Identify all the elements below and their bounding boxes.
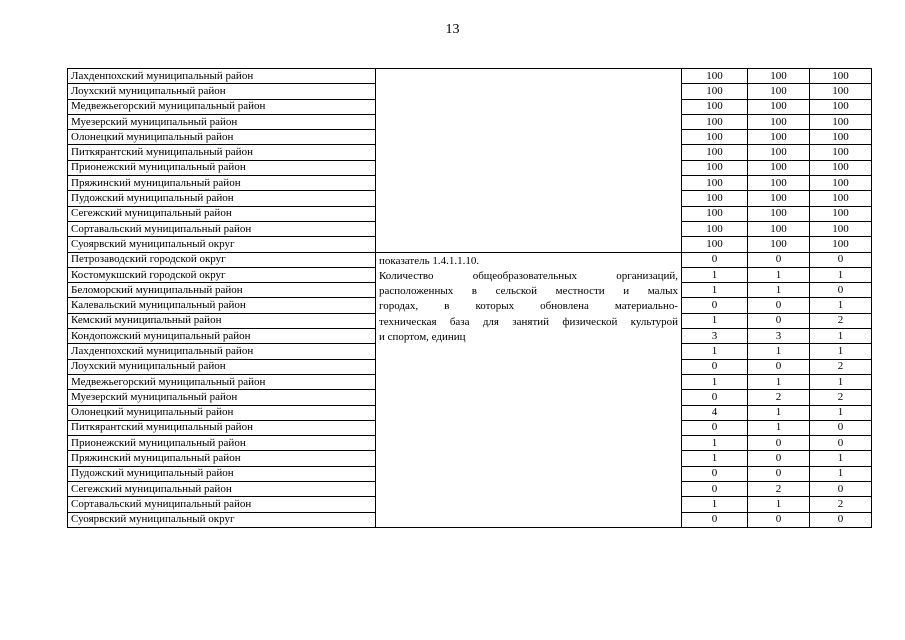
value-cell-3: 100 (810, 191, 872, 206)
value-cell-3: 1 (810, 267, 872, 282)
value-cell-2: 100 (748, 160, 810, 175)
value-cell-2: 2 (748, 390, 810, 405)
municipality-name: Олонецкий муниципальный район (68, 405, 376, 420)
municipality-name: Питкярантский муниципальный район (68, 145, 376, 160)
municipality-name: Калевальский муниципальный район (68, 298, 376, 313)
value-cell-3: 1 (810, 451, 872, 466)
value-cell-1: 100 (682, 176, 748, 191)
value-cell-3: 100 (810, 206, 872, 221)
page-number: 13 (445, 22, 460, 37)
value-cell-1: 100 (682, 84, 748, 99)
value-cell-2: 0 (748, 436, 810, 451)
municipality-name: Пряжинский муниципальный район (68, 176, 376, 191)
value-cell-3: 1 (810, 405, 872, 420)
value-cell-3: 100 (810, 130, 872, 145)
indicator-description-cell (376, 252, 682, 527)
value-cell-2: 0 (748, 359, 810, 374)
municipality-name: Лахденпохский муниципальный район (68, 344, 376, 359)
municipality-name: Олонецкий муниципальный район (68, 130, 376, 145)
indicator-description-line: и спортом, единиц (379, 331, 466, 344)
value-cell-2: 2 (748, 482, 810, 497)
value-cell-2: 100 (748, 99, 810, 114)
municipality-name: Муезерский муниципальный район (68, 114, 376, 129)
value-cell-1: 1 (682, 374, 748, 389)
value-cell-1: 0 (682, 466, 748, 481)
value-cell-1: 1 (682, 497, 748, 512)
value-cell-1: 100 (682, 191, 748, 206)
value-cell-3: 2 (810, 359, 872, 374)
value-cell-1: 0 (682, 359, 748, 374)
municipality-name: Пудожский муниципальный район (68, 466, 376, 481)
value-cell-3: 100 (810, 99, 872, 114)
value-cell-1: 1 (682, 267, 748, 282)
value-cell-1: 4 (682, 405, 748, 420)
value-cell-1: 1 (682, 451, 748, 466)
municipality-name: Прионежский муниципальный район (68, 160, 376, 175)
municipality-name: Беломорский муниципальный район (68, 283, 376, 298)
value-cell-2: 1 (748, 344, 810, 359)
value-cell-1: 1 (682, 313, 748, 328)
municipality-name: Медвежьегорский муниципальный район (68, 99, 376, 114)
value-cell-1: 0 (682, 298, 748, 313)
value-cell-1: 1 (682, 436, 748, 451)
previous-indicator-cell (376, 69, 682, 253)
indicator-code: показатель 1.4.1.1.10. (379, 254, 480, 267)
value-cell-2: 100 (748, 84, 810, 99)
municipality-name: Суоярвский муниципальный округ (68, 237, 376, 252)
table-row (68, 69, 872, 84)
value-cell-2: 100 (748, 69, 810, 84)
value-cell-2: 0 (748, 313, 810, 328)
value-cell-1: 100 (682, 114, 748, 129)
value-cell-2: 100 (748, 145, 810, 160)
value-cell-1: 1 (682, 283, 748, 298)
municipality-name: Сегежский муниципальный район (68, 206, 376, 221)
value-cell-1: 0 (682, 420, 748, 435)
value-cell-2: 1 (748, 420, 810, 435)
value-cell-3: 100 (810, 176, 872, 191)
value-cell-2: 1 (748, 374, 810, 389)
municipality-name: Сортавальский муниципальный район (68, 221, 376, 236)
value-cell-1: 100 (682, 206, 748, 221)
value-cell-1: 100 (682, 237, 748, 252)
value-cell-3: 100 (810, 221, 872, 236)
municipality-name: Петрозаводский городской округ (68, 252, 376, 267)
value-cell-2: 1 (748, 283, 810, 298)
value-cell-2: 0 (748, 298, 810, 313)
municipality-name: Питкярантский муниципальный район (68, 420, 376, 435)
indicator-description-line: Количество общеобразовательных организаций, (379, 269, 678, 282)
value-cell-2: 100 (748, 221, 810, 236)
value-cell-2: 0 (748, 252, 810, 267)
indicator-description-line: расположенных в сельской местности и малых (379, 285, 678, 298)
value-cell-3: 1 (810, 374, 872, 389)
value-cell-2: 100 (748, 130, 810, 145)
value-cell-3: 0 (810, 252, 872, 267)
value-cell-1: 0 (682, 390, 748, 405)
value-cell-3: 100 (810, 237, 872, 252)
municipality-name: Лоухский муниципальный район (68, 359, 376, 374)
municipality-name: Лахденпохский муниципальный район (68, 69, 376, 84)
value-cell-1: 100 (682, 130, 748, 145)
value-cell-2: 0 (748, 512, 810, 527)
value-cell-2: 100 (748, 176, 810, 191)
municipality-name: Пряжинский муниципальный район (68, 451, 376, 466)
value-cell-3: 2 (810, 390, 872, 405)
value-cell-1: 100 (682, 160, 748, 175)
value-cell-3: 0 (810, 482, 872, 497)
value-cell-2: 0 (748, 466, 810, 481)
value-cell-1: 100 (682, 221, 748, 236)
value-cell-1: 0 (682, 252, 748, 267)
indicator-table (67, 68, 872, 528)
value-cell-3: 0 (810, 512, 872, 527)
municipality-name: Кондопожский муниципальный район (68, 329, 376, 344)
value-cell-3: 100 (810, 145, 872, 160)
value-cell-2: 1 (748, 497, 810, 512)
municipality-name: Медвежьегорский муниципальный район (68, 374, 376, 389)
municipality-name: Прионежский муниципальный район (68, 436, 376, 451)
value-cell-3: 0 (810, 283, 872, 298)
municipality-name: Лоухский муниципальный район (68, 84, 376, 99)
value-cell-3: 100 (810, 69, 872, 84)
value-cell-1: 100 (682, 145, 748, 160)
value-cell-1: 0 (682, 512, 748, 527)
value-cell-3: 1 (810, 298, 872, 313)
indicator-description-line: городах, в которых обновлена материально- (379, 300, 678, 313)
municipality-name: Суоярвский муниципальный округ (68, 512, 376, 527)
value-cell-3: 1 (810, 466, 872, 481)
value-cell-2: 100 (748, 237, 810, 252)
value-cell-3: 1 (810, 329, 872, 344)
value-cell-2: 100 (748, 114, 810, 129)
value-cell-2: 100 (748, 191, 810, 206)
value-cell-2: 0 (748, 451, 810, 466)
value-cell-1: 3 (682, 329, 748, 344)
municipality-name: Пудожский муниципальный район (68, 191, 376, 206)
value-cell-3: 100 (810, 160, 872, 175)
municipality-name: Муезерский муниципальный район (68, 390, 376, 405)
municipality-name: Кемский муниципальный район (68, 313, 376, 328)
value-cell-2: 3 (748, 329, 810, 344)
value-cell-1: 100 (682, 99, 748, 114)
value-cell-2: 100 (748, 206, 810, 221)
table-row (68, 252, 872, 267)
municipality-name: Сегежский муниципальный район (68, 482, 376, 497)
indicator-description-line: техническая база для занятий физической культурой (379, 315, 678, 328)
value-cell-1: 0 (682, 482, 748, 497)
municipality-name: Костомукшский городской округ (68, 267, 376, 282)
value-cell-3: 0 (810, 420, 872, 435)
value-cell-3: 0 (810, 436, 872, 451)
table-body (68, 69, 872, 528)
value-cell-1: 1 (682, 344, 748, 359)
value-cell-2: 1 (748, 267, 810, 282)
value-cell-2: 1 (748, 405, 810, 420)
value-cell-3: 2 (810, 313, 872, 328)
value-cell-3: 1 (810, 344, 872, 359)
value-cell-3: 100 (810, 114, 872, 129)
value-cell-3: 2 (810, 497, 872, 512)
value-cell-1: 100 (682, 69, 748, 84)
value-cell-3: 100 (810, 84, 872, 99)
municipality-name: Сортавальский муниципальный район (68, 497, 376, 512)
